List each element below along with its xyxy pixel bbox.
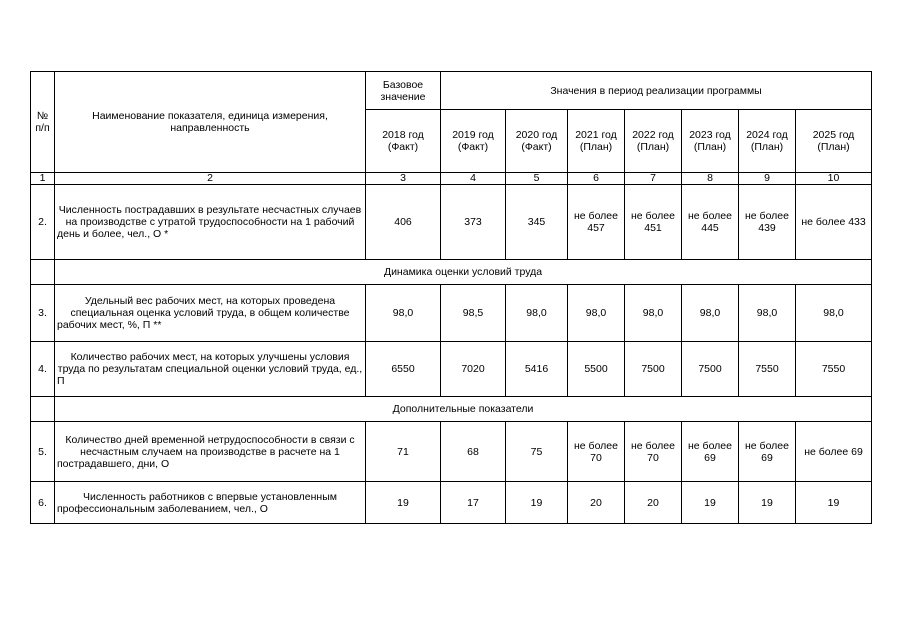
section-title: Дополнительные показатели: [55, 397, 872, 422]
value-cell: 7500: [625, 342, 682, 397]
column-number: 10: [796, 173, 872, 185]
value-cell: 19: [366, 482, 441, 524]
value-cell: 98,0: [739, 285, 796, 342]
section-blank-cell: [31, 260, 55, 285]
section-blank-cell: [31, 397, 55, 422]
row-number: 2.: [31, 185, 55, 260]
header-year: 2021 год (План): [568, 110, 625, 173]
value-cell: не более 69: [796, 422, 872, 482]
header-year: 2025 год (План): [796, 110, 872, 173]
header-number: № п/п: [31, 72, 55, 173]
column-number: 3: [366, 173, 441, 185]
section-row: [31, 260, 872, 285]
value-cell: 5416: [506, 342, 568, 397]
indicator-name: Количество рабочих мест, на которых улучшены условия труда по результатам специальной оценки условий труда, ед., П: [55, 342, 366, 397]
column-number: 8: [682, 173, 739, 185]
header-row-1: [31, 72, 872, 110]
value-cell: 98,0: [366, 285, 441, 342]
value-cell: не более 445: [682, 185, 739, 260]
value-cell: 68: [441, 422, 506, 482]
header-year: 2022 год (План): [625, 110, 682, 173]
value-cell: 7550: [796, 342, 872, 397]
header-year: 2024 год (План): [739, 110, 796, 173]
indicator-name: Численность работников с впервые установленным профессиональным заболеванием, чел., О: [55, 482, 366, 524]
value-cell: 98,0: [568, 285, 625, 342]
value-cell: 19: [682, 482, 739, 524]
column-number: 2: [55, 173, 366, 185]
row-number: 4.: [31, 342, 55, 397]
value-cell: 17: [441, 482, 506, 524]
header-indicator-name: Наименование показателя, единица измерения, направленность: [55, 72, 366, 173]
value-cell: 5500: [568, 342, 625, 397]
indicator-name: Численность пострадавших в результате несчастных случаев на производстве с утратой трудоспособности на 1 рабочий день и более, чел., О *: [55, 185, 366, 260]
value-cell: 7550: [739, 342, 796, 397]
column-number: 9: [739, 173, 796, 185]
column-number: 1: [31, 173, 55, 185]
value-cell: 20: [568, 482, 625, 524]
value-cell: 373: [441, 185, 506, 260]
section-row: [31, 397, 872, 422]
table-row: [31, 342, 872, 397]
row-number: 5.: [31, 422, 55, 482]
value-cell: 98,0: [682, 285, 739, 342]
column-number: 5: [506, 173, 568, 185]
value-cell: 71: [366, 422, 441, 482]
table-row: [31, 285, 872, 342]
value-cell: не более 70: [568, 422, 625, 482]
indicators-table: [30, 71, 872, 524]
value-cell: не более 69: [739, 422, 796, 482]
value-cell: 6550: [366, 342, 441, 397]
value-cell: не более 439: [739, 185, 796, 260]
value-cell: не более 69: [682, 422, 739, 482]
column-number: 6: [568, 173, 625, 185]
value-cell: 7500: [682, 342, 739, 397]
header-year: 2020 год (Факт): [506, 110, 568, 173]
header-year: 2023 год (План): [682, 110, 739, 173]
column-number: 7: [625, 173, 682, 185]
value-cell: 7020: [441, 342, 506, 397]
header-base-value: Базовое значение: [366, 72, 441, 110]
row-number: 3.: [31, 285, 55, 342]
value-cell: не более 70: [625, 422, 682, 482]
value-cell: не более 433: [796, 185, 872, 260]
value-cell: 19: [506, 482, 568, 524]
value-cell: 345: [506, 185, 568, 260]
row-number: 6.: [31, 482, 55, 524]
table-row: [31, 482, 872, 524]
value-cell: 98,0: [506, 285, 568, 342]
table-row: [31, 185, 872, 260]
header-year: 2018 год (Факт): [366, 110, 441, 173]
value-cell: 19: [796, 482, 872, 524]
table-row: [31, 422, 872, 482]
column-numbers-row: [31, 173, 872, 185]
value-cell: не более 457: [568, 185, 625, 260]
column-number: 4: [441, 173, 506, 185]
value-cell: 98,0: [625, 285, 682, 342]
indicator-name: Удельный вес рабочих мест, на которых проведена специальная оценка условий труда, в общем количестве рабочих мест, %, П **: [55, 285, 366, 342]
value-cell: не более 451: [625, 185, 682, 260]
section-title: Динамика оценки условий труда: [55, 260, 872, 285]
header-year: 2019 год (Факт): [441, 110, 506, 173]
value-cell: 75: [506, 422, 568, 482]
value-cell: 98,0: [796, 285, 872, 342]
value-cell: 19: [739, 482, 796, 524]
indicator-name: Количество дней временной нетрудоспособности в связи с несчастным случаем на производстве в расчете на 1 пострадавшего, дни, О: [55, 422, 366, 482]
value-cell: 406: [366, 185, 441, 260]
value-cell: 20: [625, 482, 682, 524]
header-period: Значения в период реализации программы: [441, 72, 872, 110]
value-cell: 98,5: [441, 285, 506, 342]
